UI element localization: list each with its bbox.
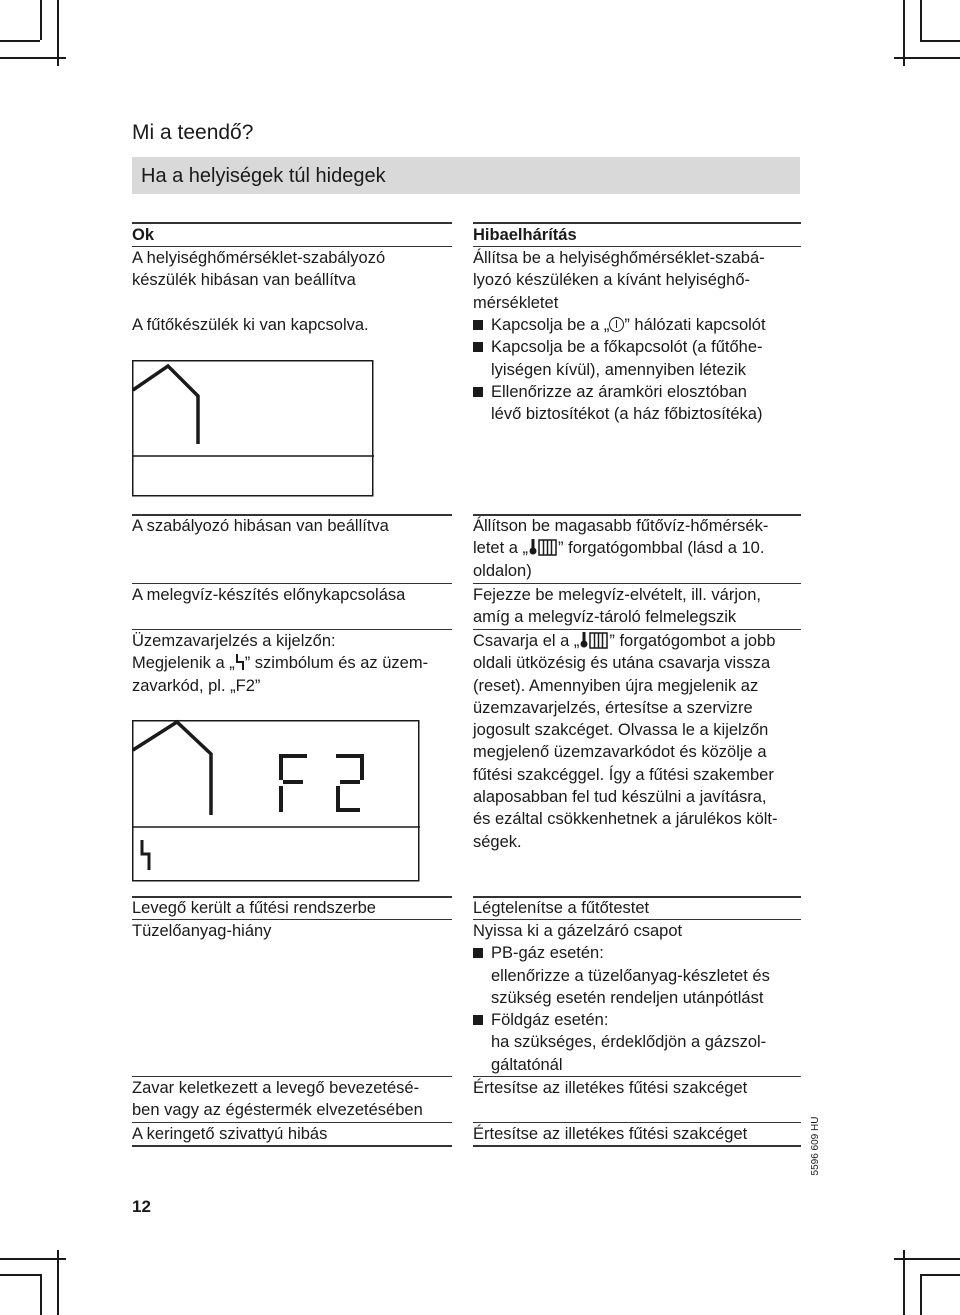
cause-text: A keringető szivattyú hibás <box>132 1125 328 1143</box>
seven-segment-2 <box>336 754 364 812</box>
list-item: PB-gáz esetén: <box>473 942 770 964</box>
fault-icon <box>235 653 245 671</box>
document-code: 5596 609 HU <box>810 1116 821 1176</box>
section-heading: Ha a helyiségek túl hidegek <box>141 165 386 187</box>
display-code: F2 <box>421 910 423 911</box>
crop-mark <box>40 1274 42 1315</box>
cause-text: Levegő került a fűtési rendszerbe <box>132 899 376 917</box>
col-header-remedy: Hibaelhárítás <box>473 226 577 244</box>
remedy-text: Légtelenítse a fűtőtestet <box>473 899 650 917</box>
crop-mark <box>920 40 960 42</box>
house-icon <box>133 366 198 444</box>
bullet-icon <box>473 342 483 352</box>
cause-text: A szabályozó hibásan van beállítva <box>132 517 389 535</box>
dhw-knob-icon <box>579 631 609 649</box>
col-header-cause: Ok <box>132 226 155 244</box>
crop-mark <box>0 1274 40 1276</box>
crop-mark <box>920 0 922 40</box>
display-illustration <box>132 360 374 498</box>
cause-text: Zavar keletkezett a levegő bevezetésé- ben vagy az égéstermék elvezetésében <box>132 1079 423 1120</box>
list-item: Földgáz esetén: <box>473 1009 770 1031</box>
remedy-text: Csavarja el a „ ” forgatógombot a jobb oldali ütközésig és utána csavarja vissza (reset). Amennyiben újra megjelenik az üzemzavarjelzés, értesítse a szervizre jogosult szakcéget. Olvassa le a kijelzőn megjelenő üzemzavarkódot és közölje a fűtési szakcéggel. Így a fűtési szakember alaposabban fel tud készülni a javításra, és ezáltal csökkenhetnek a járulékos költ- ségek. <box>473 632 778 851</box>
remedy-text: Értesítse az illetékes fűtési szakcéget <box>473 1125 748 1143</box>
list-item: Kapcsolja be a „ ” hálózati kapcsolót <box>473 314 766 336</box>
remedy-text: Állítson be magasabb fűtővíz-hőmérsék- letet a „ ” forgatógombbal (lásd a 10. oldalon) <box>473 517 769 580</box>
list-item: Kapcsolja be a főkapcsolót (a fűtőhe- <box>473 336 766 358</box>
dhw-knob-icon <box>528 538 558 556</box>
crop-mark <box>920 1274 922 1315</box>
fault-icon <box>142 840 149 870</box>
power-switch-icon <box>609 317 624 332</box>
section-heading-bar <box>132 157 800 194</box>
table-rule <box>132 222 452 224</box>
bullet-icon <box>473 387 483 397</box>
remedy-list: Nyissa ki a gázelzáró csapot PB-gáz esetén: ellenőrizze a tüzelőanyag-készletet és szükség esetén rendeljen utánpótlást Földgáz esetén: ha szükséges, érdeklődjön a gázszol- gáltatónál <box>473 922 770 1074</box>
page-title: Mi a teendő? <box>132 121 254 144</box>
crop-mark <box>40 0 42 40</box>
cause-text: Tüzelőanyag-hiány <box>132 922 272 940</box>
crop-mark <box>894 1258 960 1260</box>
crop-mark <box>903 1250 905 1315</box>
bullet-icon <box>473 948 483 958</box>
remedy-text: Fejezze be melegvíz-elvételt, ill. várjon, amíg a melegvíz-tároló felmelegszik <box>473 586 761 627</box>
crop-mark <box>57 1250 59 1315</box>
bullet-icon <box>473 1015 483 1025</box>
crop-mark <box>0 57 66 59</box>
table-rule <box>132 1145 452 1147</box>
seven-segment-f <box>279 754 307 812</box>
crop-mark <box>0 40 40 42</box>
cause-text: A melegvíz-készítés előnykapcsolása <box>132 586 406 604</box>
cause-text: A helyiséghőmérséklet-szabályozó készülék hibásan van beállítva <box>132 249 386 290</box>
bullet-icon <box>473 320 483 330</box>
remedy-text: Értesítse az illetékes fűtési szakcéget <box>473 1079 748 1097</box>
table-rule <box>473 1145 801 1147</box>
page-number: 12 <box>132 1197 151 1216</box>
list-item: Ellenőrizze az áramköri elosztóban <box>473 381 766 403</box>
crop-mark <box>920 1274 960 1276</box>
crop-mark <box>894 57 960 59</box>
house-icon <box>133 722 211 815</box>
cause-text: A fűtőkészülék ki van kapcsolva. <box>132 316 369 334</box>
cause-text: Üzemzavarjelzés a kijelzőn: Megjelenik a „ ” szimbólum és az üzem- zavarkód, pl. „F2” <box>132 632 429 695</box>
crop-mark <box>0 1258 66 1260</box>
remedy-list: Kapcsolja be a „ ” hálózati kapcsolót Kapcsolja be a főkapcsolót (a fűtőhe- lyiségen kívül), amennyiben létezik Ellenőrizze az áramköri elosztóban lévő biztosítékot (a ház főbiztosítéka) <box>473 314 766 425</box>
remedy-text: Állítsa be a helyiséghőmérséklet-szabá- lyozó készüléken a kívánt helyiséghő- mérsékletet <box>473 249 765 312</box>
